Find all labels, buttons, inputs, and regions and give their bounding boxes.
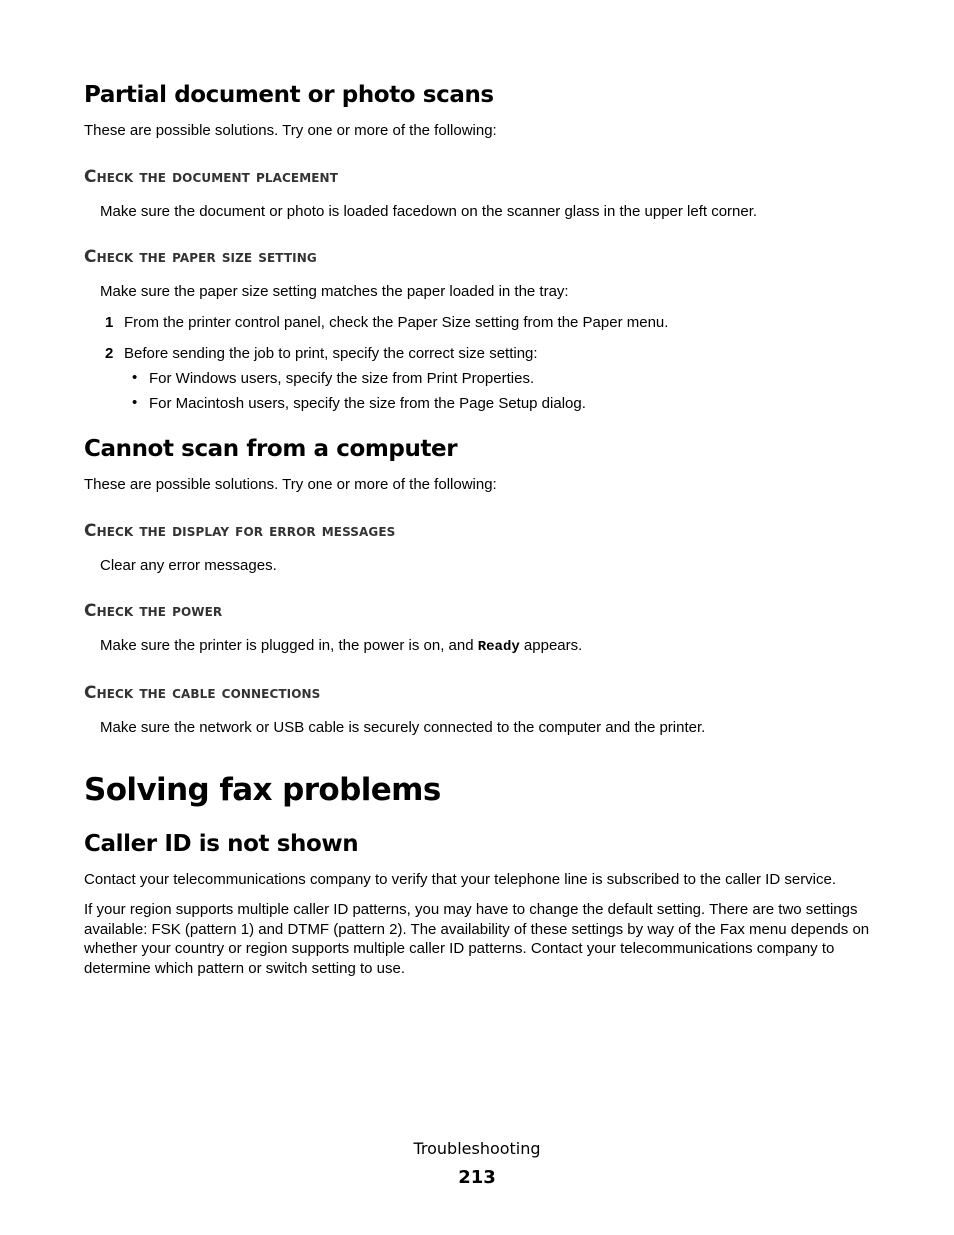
power-text-after: appears. [523,637,583,654]
subsection-title-power: Check the power [84,601,223,621]
power-text-before: Make sure the printer is plugged in, the power is on, and [100,637,474,654]
subsection-text: Make sure the document or photo is loaded facedown on the scanner glass in the upper left corner. [100,203,758,220]
step-number: 2 [105,345,114,362]
section-title-partial-scans: Partial document or photo scans [84,82,494,108]
footer-label: Troubleshooting [413,1139,541,1158]
step-number: 1 [105,314,114,331]
step-text: From the printer control panel, check the Paper Size setting from the Paper menu. [124,314,669,331]
section-title-cannot-scan: Cannot scan from a computer [84,436,458,462]
bullet-icon: • [132,394,138,411]
chapter-title: Solving fax problems [84,772,441,808]
subsection-text: Clear any error messages. [100,557,277,574]
subsection-text-power [100,636,582,658]
subsection-title-document-placement: Check the document placement [84,167,338,187]
subsection-title-paper-size: Check the paper size setting [84,247,317,267]
subsection-title-error-messages: Check the display for error messages [84,521,396,541]
subsection-title-cable: Check the cable connections [84,683,321,703]
bullet-text: For Macintosh users, specify the size from the Page Setup dialog. [149,395,586,412]
ready-code: Ready [477,639,520,655]
section-intro: These are possible solutions. Try one or more of the following: [84,476,497,493]
subsection-text: Make sure the network or USB cable is securely connected to the computer and the printer. [100,719,706,736]
section-title-caller-id: Caller ID is not shown [84,831,359,857]
section-intro: These are possible solutions. Try one or more of the following: [84,122,497,139]
paragraph: If your region supports multiple caller ID patterns, you may have to change the default setting. There are two settings available: FSK (pattern 1) and DTMF (pattern 2). The availability of these settings by way of the Fax menu depends on whether your country or region supports multiple caller ID patterns. Contact your telecommunications company to determine which pattern or switch setting to use. [84,901,870,978]
paragraph: Contact your telecommunications company to verify that your telephone line is subscribed to the caller ID service. [84,871,837,888]
page-number: 213 [458,1167,496,1188]
subsection-text: Make sure the paper size setting matches the paper loaded in the tray: [100,283,569,300]
bullet-text: For Windows users, specify the size from Print Properties. [149,370,535,387]
bullet-icon: • [132,369,138,386]
step-text: Before sending the job to print, specify the correct size setting: [124,345,538,362]
